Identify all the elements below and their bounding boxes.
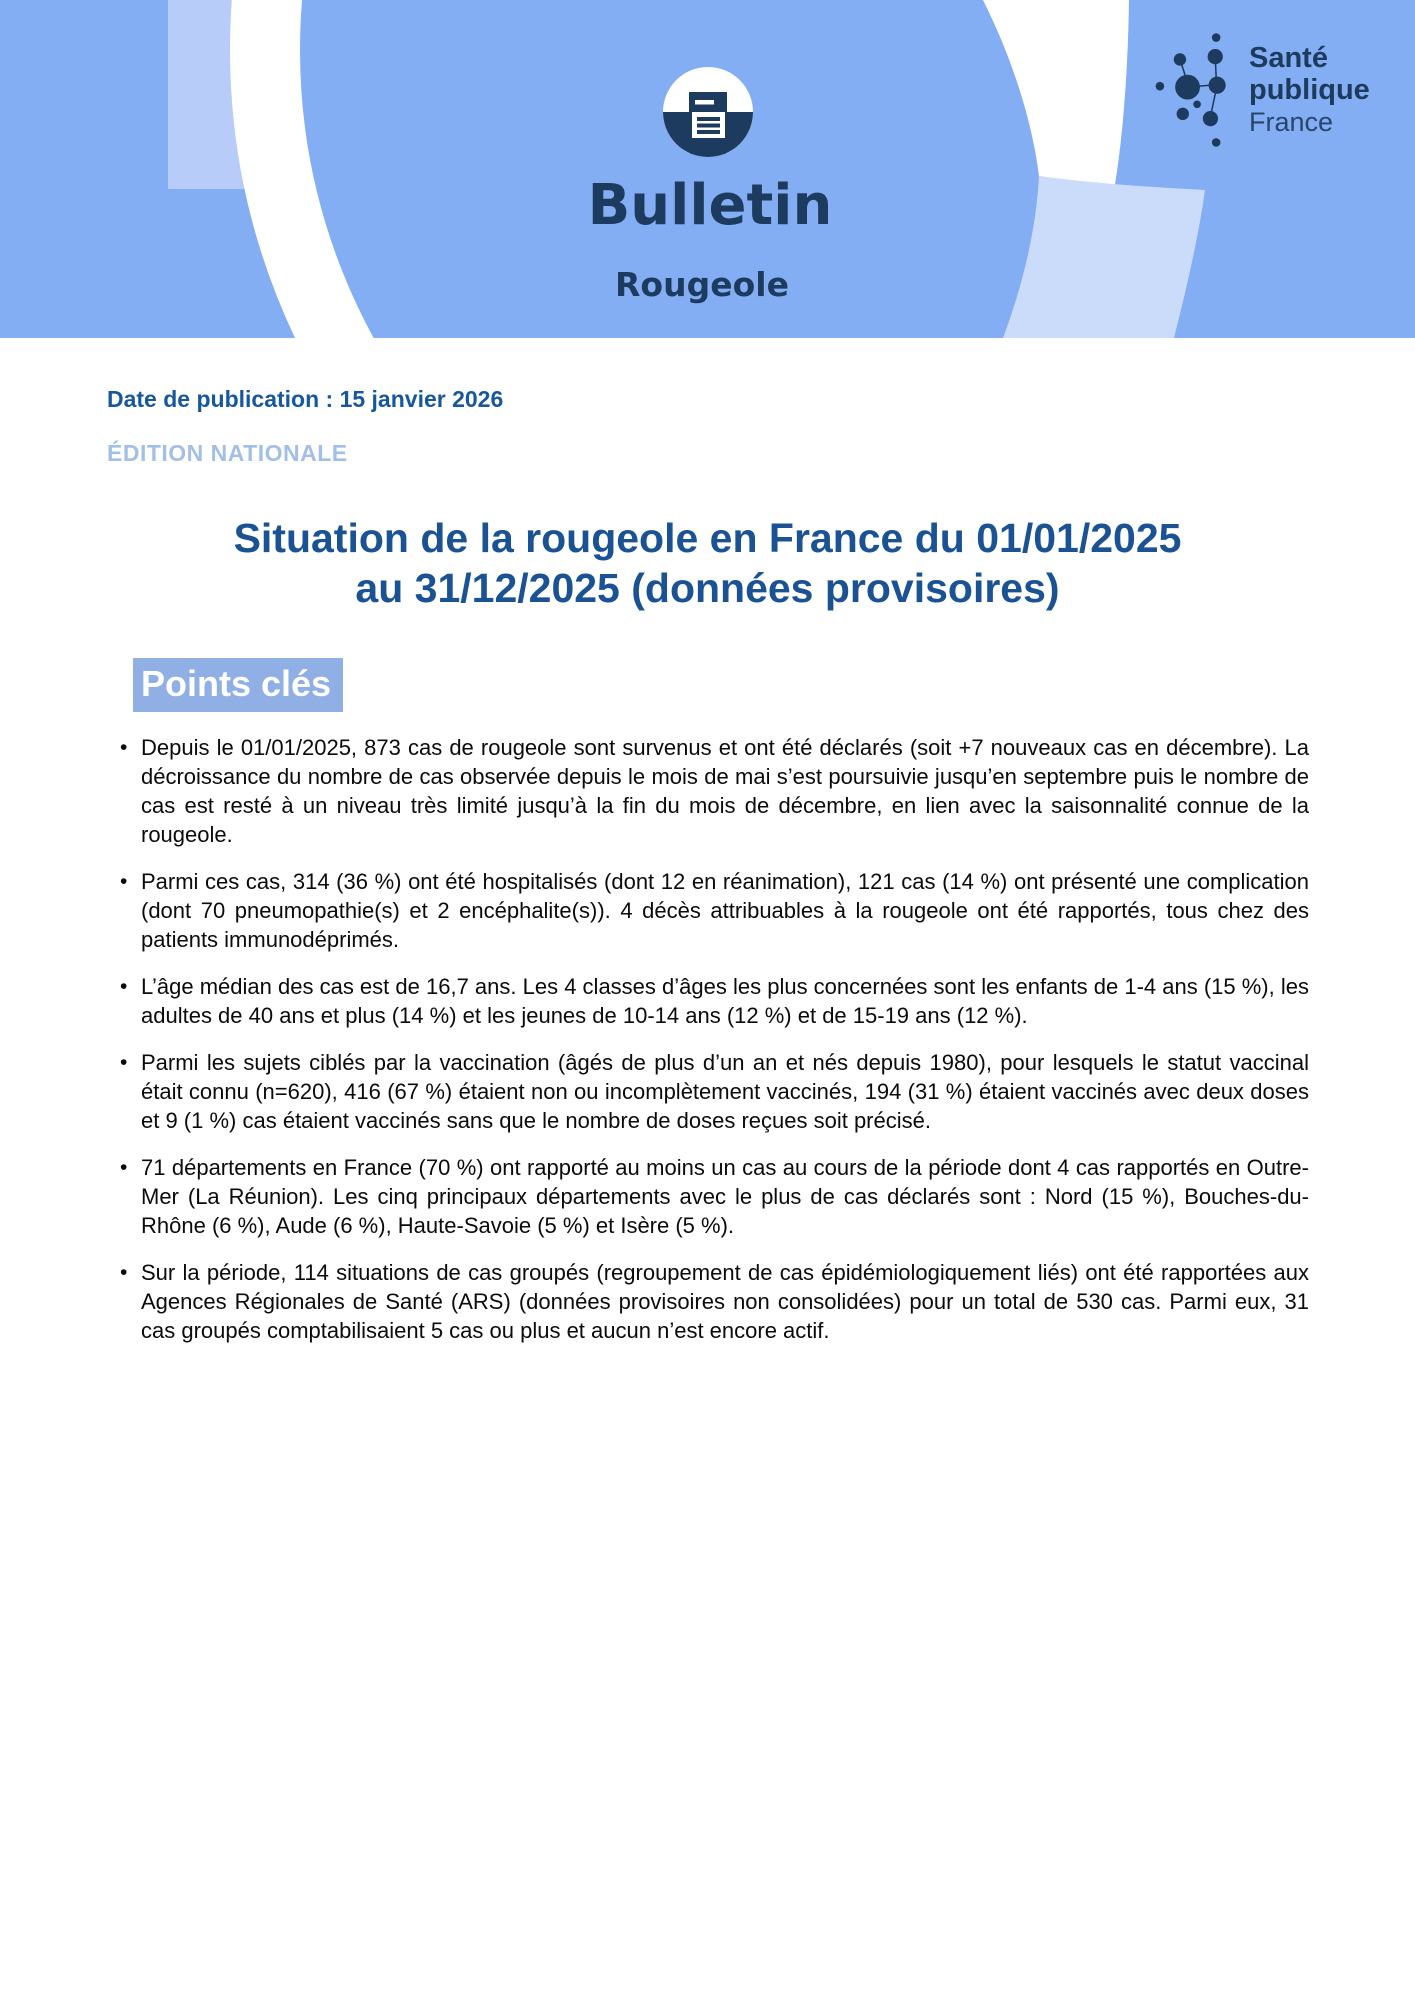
bullet-item: • Parmi les sujets ciblés par la vaccination (âgés de plus d’un an et nés depuis 1980), pour lesquels le statut vaccinal était connu (n=620), 416 (67 %) étaient non ou incomplètement vaccinés, 194 (31 %) étaient vaccinés avec deux doses et 9 (1 %) cas étaient vaccinés sans que le nombre de doses reçues soit précisé. [141, 1048, 1309, 1135]
bulletin-title: Bulletin [587, 173, 833, 238]
bulletin-badge [663, 67, 753, 157]
spf-text-line3: France [1249, 107, 1334, 137]
bulletin-subtitle: Rougeole [615, 265, 789, 304]
document-title-line2: au 31/12/2025 (données provisoires) [355, 565, 1060, 611]
document-printer-icon [689, 92, 727, 138]
section-heading-points-cles: Points clés [133, 658, 343, 712]
bullet-item: • L’âge médian des cas est de 16,7 ans. Les 4 classes d’âges les plus concernées sont les enfants de 1-4 ans (15 %), les adultes de 40 ans et plus (14 %) et les jeunes de 10-14 ans (12 %) et de 15-19 ans (12 %). [141, 972, 1309, 1030]
document-title [0, 513, 1415, 613]
edition-label: ÉDITION NATIONALE [107, 440, 348, 466]
spf-logo [1155, 28, 1370, 152]
spf-logo-text [1249, 42, 1370, 138]
bullet-item: • Parmi ces cas, 314 (36 %) ont été hospitalisés (dont 12 en réanimation), 121 cas (14 %) ont présenté une complication (dont 70 pneumopathie(s) et 2 encéphalite(s)). 4 décès attribuables à la rougeole ont été rapportés, tous chez des patients immunodéprimés. [141, 867, 1309, 954]
key-points-list [141, 733, 1309, 1363]
bullet-item: • 71 départements en France (70 %) ont rapporté au moins un cas au cours de la période dont 4 cas rapportés en Outre-Mer (La Réunion). Les cinq principaux départements avec le plus de cas déclarés sont : Nord (15 %), Bouches-du-Rhône (6 %), Aude (6 %), Haute-Savoie (5 %) et Isère (5 %). [141, 1153, 1309, 1240]
bullet-item: • Depuis le 01/01/2025, 873 cas de rougeole sont survenus et ont été déclarés (soit +7 nouveaux cas en décembre). La décroissance du nombre de cas observée depuis le mois de mai s’est poursuivie jusqu’en septembre puis le nombre de cas est resté à un niveau très limité jusqu’à la fin du mois de décembre, en lien avec la saisonnalité connue de la rougeole. [141, 733, 1309, 849]
dots-network-icon [1155, 28, 1243, 152]
document-title-line1: Situation de la rougeole en France du 01/01/2025 [233, 515, 1182, 561]
publication-date: Date de publication : 15 janvier 2026 [107, 386, 504, 412]
spf-text-line2: publique [1249, 74, 1370, 106]
banner [0, 0, 1415, 338]
spf-text-line1: Santé [1249, 42, 1328, 74]
bullet-item: • Sur la période, 114 situations de cas groupés (regroupement de cas épidémiologiquement liés) ont été rapportées aux Agences Régionales de Santé (ARS) (données provisoires non consolidées) pour un total de 530 cas. Parmi eux, 31 cas groupés comptabilisaient 5 cas ou plus et aucun n’est encore actif. [141, 1258, 1309, 1345]
